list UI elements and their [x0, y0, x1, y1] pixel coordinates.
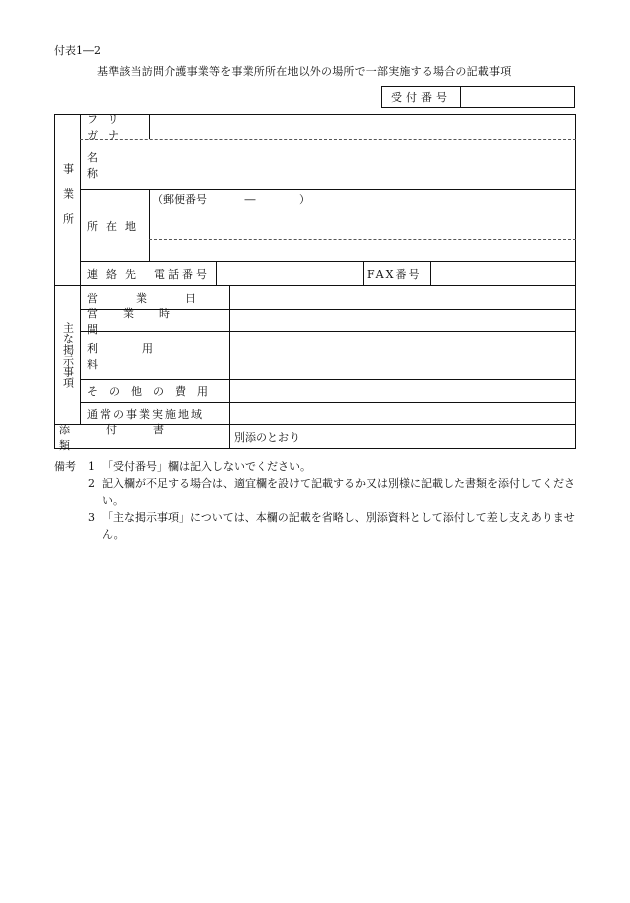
- posted-items-section-label: 主な掲示事項: [61, 322, 75, 388]
- office-section-label: 事業所: [61, 162, 75, 238]
- note-text: 「主な掲示事項」については、本欄の記載を省略し、別添資料として添付して差し支えありません。: [102, 511, 575, 541]
- notes-header: 備考: [54, 460, 76, 473]
- posted-row-other-costs-label: その他の費用: [87, 385, 219, 398]
- contact-label: 連絡先: [87, 267, 144, 281]
- name-field[interactable]: [180, 140, 576, 189]
- note-number: 1: [88, 460, 95, 473]
- attachment-value: 別添のとおり: [234, 431, 300, 444]
- fee-field[interactable]: [230, 332, 576, 379]
- note-item: [54, 509, 578, 543]
- postal-code-open: （郵便番号: [152, 193, 207, 206]
- attachment-label: 添付書類: [59, 423, 200, 452]
- furigana-label: フリガナ: [87, 113, 129, 142]
- fax-label: FAX番号: [367, 267, 422, 281]
- note-item: [54, 458, 578, 475]
- postal-code-dash: ―: [244, 193, 256, 206]
- notes-section: [54, 458, 578, 543]
- phone-field[interactable]: [217, 262, 363, 285]
- other-costs-field[interactable]: [230, 380, 576, 402]
- business-hours-field[interactable]: [230, 310, 576, 331]
- note-text: 「受付番号」欄は記入しないでください。: [102, 460, 311, 473]
- note-number: 2: [88, 477, 95, 490]
- furigana-field[interactable]: [150, 115, 576, 139]
- reception-number-field[interactable]: [461, 87, 574, 107]
- note-number: 3: [88, 511, 95, 524]
- posted-row-fee-label: 利用料: [87, 341, 197, 371]
- note-text: 記入欄が不足する場合は、適宜欄を設けて記載するか又は別様に記載した書類を添付してください。: [102, 477, 575, 507]
- posted-row-business-days-label: 営業日: [87, 291, 234, 305]
- name-label: 名称: [87, 150, 156, 180]
- form-title: 基準該当訪問介護事業等を事業所所在地以外の場所で一部実施する場合の記載事項: [97, 65, 512, 78]
- form-reference: 付表1―2: [54, 44, 101, 57]
- service-area-field[interactable]: [230, 403, 576, 424]
- postal-code-row: [152, 191, 310, 207]
- reception-number-box: [381, 86, 575, 108]
- address-label: 所在地: [87, 219, 144, 233]
- posted-row-business-hours-label: 営業時間: [87, 306, 195, 336]
- business-days-field[interactable]: [230, 286, 576, 309]
- note-item: [54, 475, 578, 509]
- fax-field[interactable]: [431, 262, 576, 285]
- postal-code-close: ）: [299, 193, 310, 206]
- address-field[interactable]: [150, 207, 576, 239]
- reception-number-label: 受付番号: [382, 87, 461, 107]
- posted-row-service-area-label: 通常の事業実施地域: [87, 407, 204, 421]
- application-form-table: [54, 113, 576, 452]
- phone-label: 電話番号: [154, 267, 210, 281]
